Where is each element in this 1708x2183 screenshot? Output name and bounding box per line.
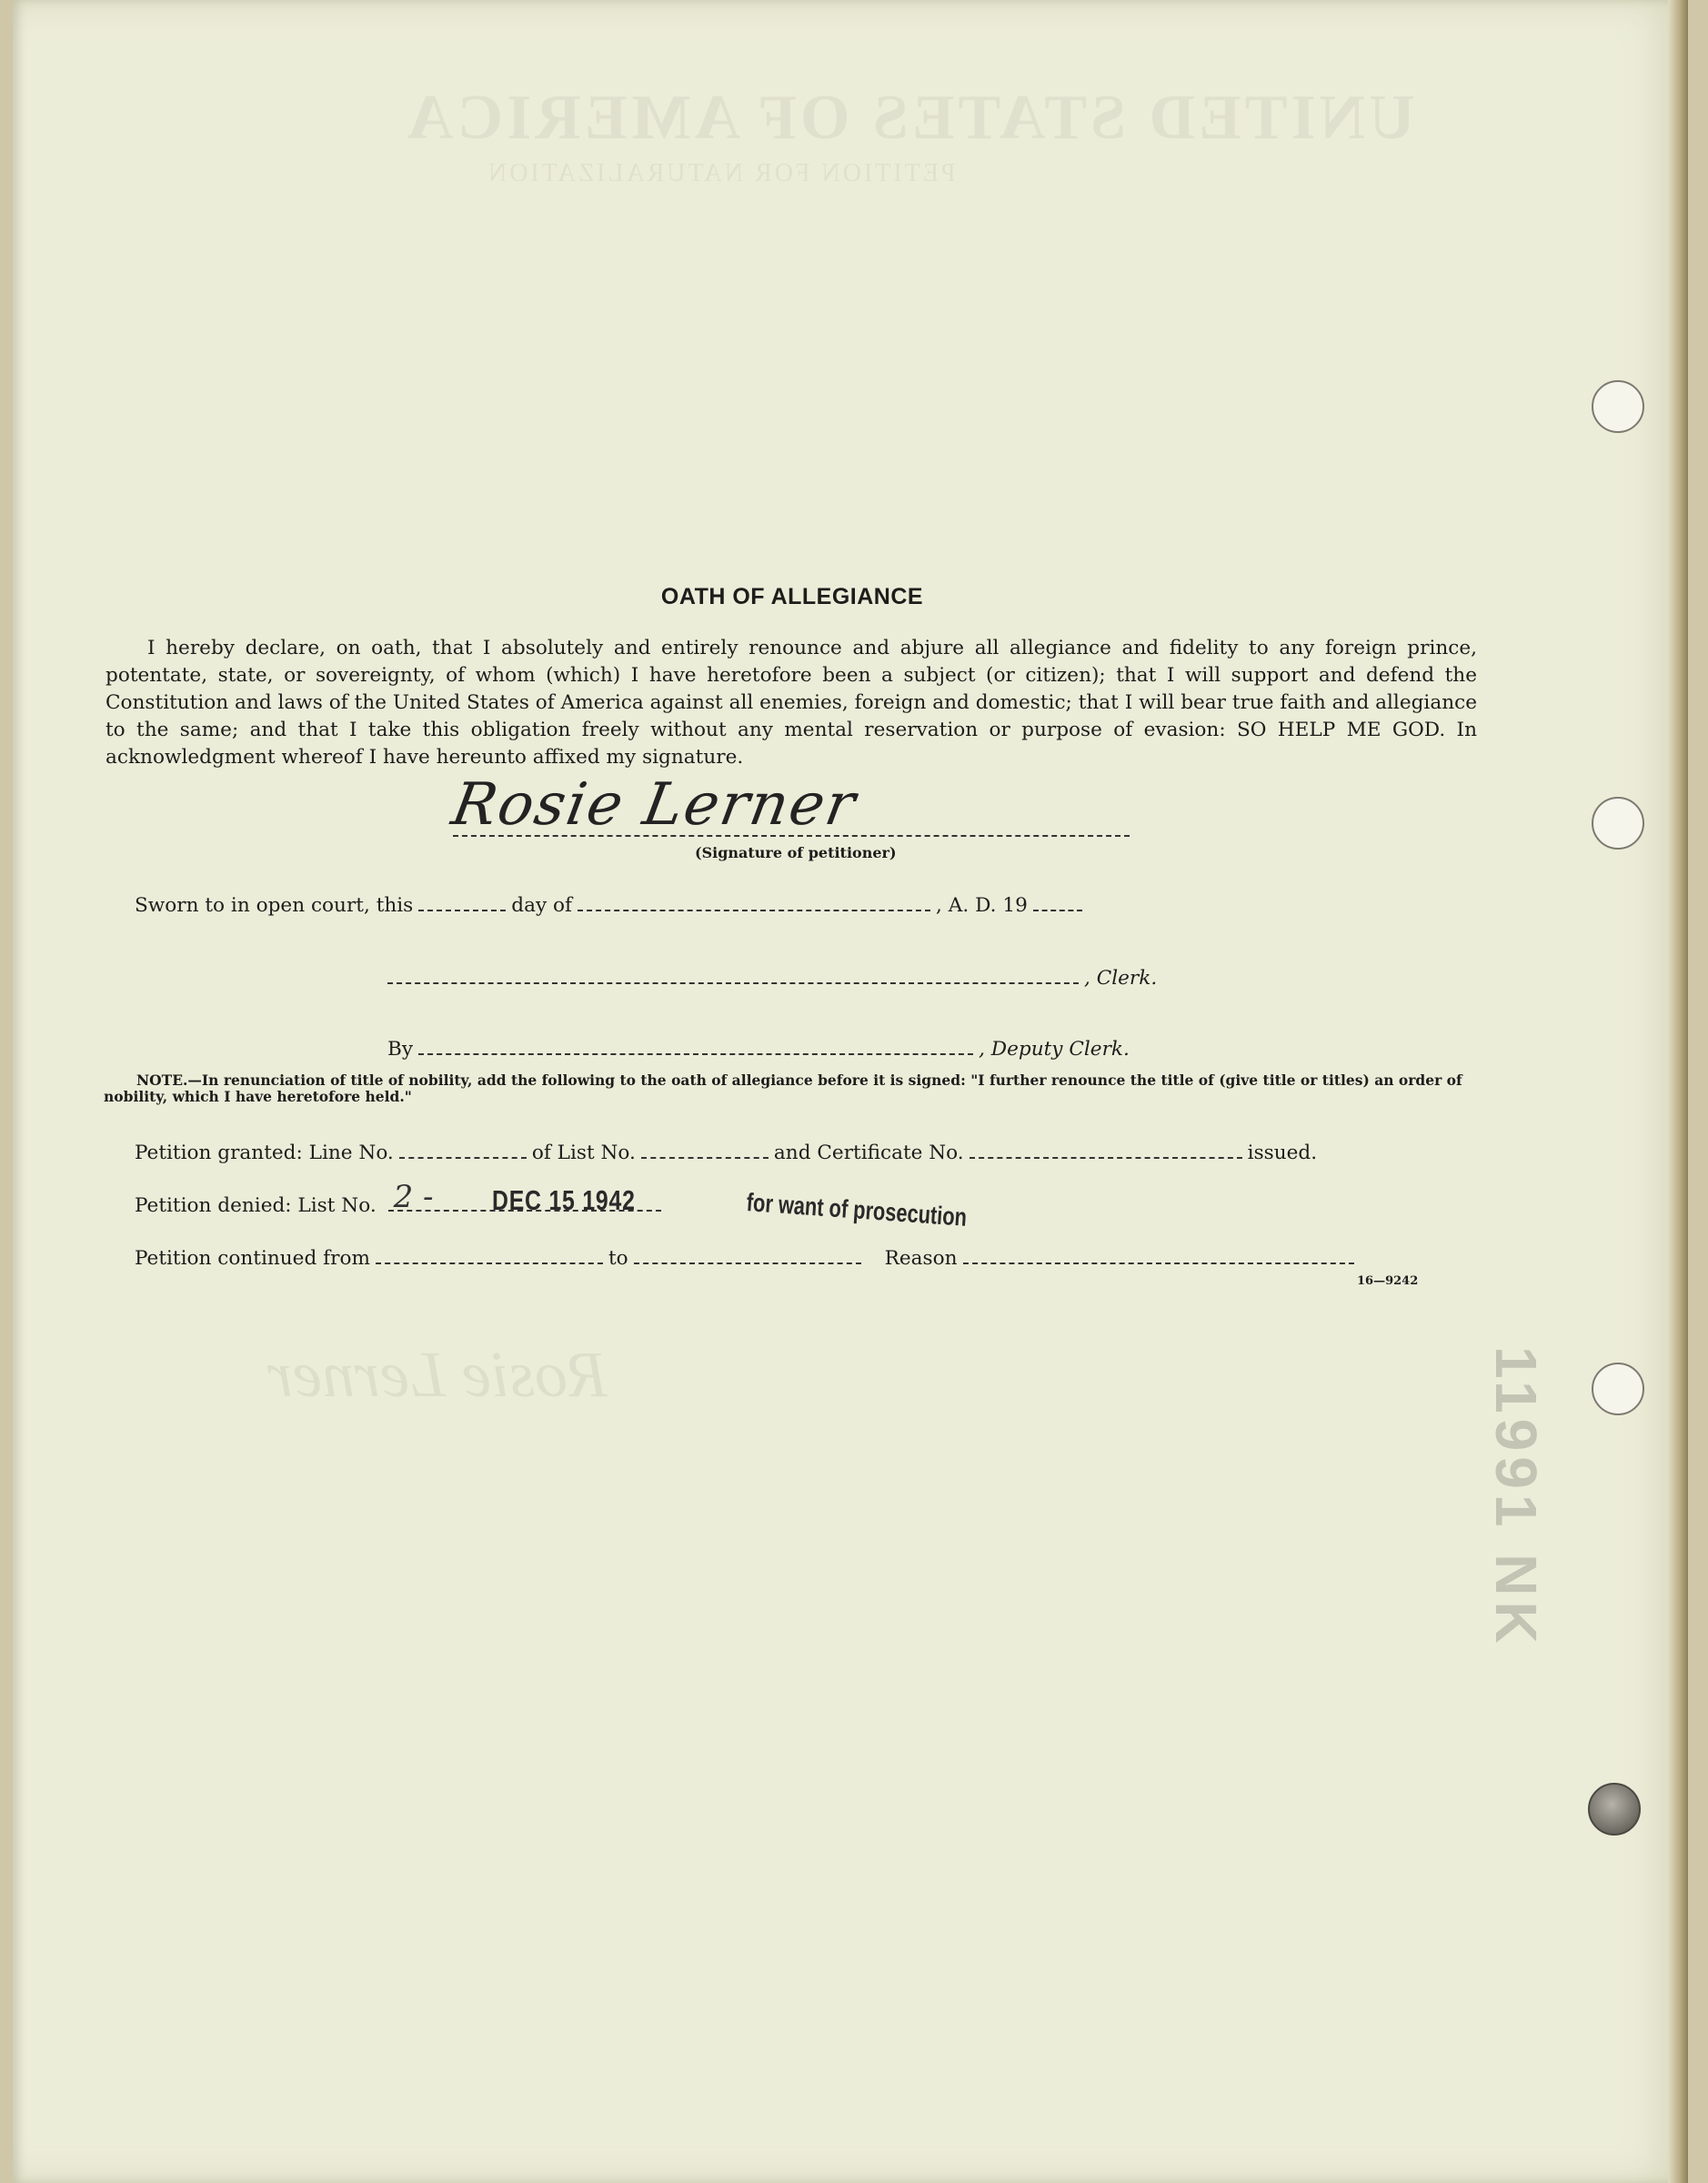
sworn-ad: , A. D. 19: [936, 894, 1028, 917]
deputy-clerk-line: [387, 1035, 1130, 1061]
handwritten-list-number: 2 -: [393, 1179, 434, 1215]
punch-hole: [1592, 797, 1644, 850]
bleed-through-heading: UNITED STATES OF AMERICA: [404, 83, 1415, 153]
bleed-through-subheading: PETITION FOR NATURALIZATION: [486, 159, 956, 187]
page-edge: [1668, 0, 1688, 2183]
continued-prefix: Petition continued from: [135, 1247, 370, 1270]
deputy-blank: [418, 1035, 973, 1055]
sworn-prefix: Sworn to in open court, this: [135, 894, 414, 917]
continued-reason: Reason: [884, 1247, 958, 1270]
month-blank: [578, 891, 930, 911]
by-label: By: [387, 1038, 414, 1061]
punch-hole: [1592, 380, 1644, 433]
certificate-no-blank: [970, 1139, 1242, 1159]
denied-list-blank: [388, 1179, 661, 1216]
granted-of-list: of List No.: [531, 1142, 636, 1164]
document-page: [13, 0, 1688, 2183]
signature-line: [453, 835, 1130, 837]
sworn-day-of: day of: [511, 894, 573, 917]
oath-paragraph: I hereby declare, on oath, that I absolutely and entirely renounce and abjure all allegiance and fidelity to any foreign prince, potentate, state, or sovereignty, of whom (which) I have heretofore been a subject (or citizen); that I will support and defend the Constitution and laws of the United States of America against all enemies, foreign and domestic; that I will bear true faith and allegiance to the same; and that I take this obligation freely without any mental reservation or purpose of evasion: SO HELP ME GOD. In acknowledgment whereof I have hereunto affixed my signature.: [105, 637, 1477, 769]
reason-stamp: for want of prosecution: [745, 1188, 969, 1232]
deputy-clerk-label: , Deputy Clerk.: [979, 1038, 1130, 1061]
granted-issued: issued.: [1247, 1142, 1318, 1164]
clerk-line: [387, 964, 1157, 990]
petition-granted-line: [135, 1139, 1317, 1164]
list-no-blank: [641, 1139, 769, 1159]
signature-caption: (Signature of petitioner): [695, 844, 897, 861]
day-blank: [418, 891, 506, 911]
clerk-blank: [387, 964, 1079, 984]
line-no-blank: [399, 1139, 527, 1159]
denied-prefix: Petition denied: List No.: [135, 1194, 377, 1217]
date-stamp: DEC 15 1942: [491, 1184, 636, 1216]
petition-denied-line: [135, 1179, 661, 1217]
clerk-label: , Clerk.: [1084, 967, 1158, 990]
year-blank: [1033, 891, 1082, 911]
sworn-line: [135, 891, 1088, 917]
punch-hole: [1588, 1783, 1641, 1836]
granted-prefix: Petition granted: Line No.: [135, 1142, 394, 1164]
continued-to: to: [608, 1247, 628, 1270]
oath-title: OATH OF ALLEGIANCE: [660, 584, 924, 609]
bleed-through-vertical-stamp: 11991 NK: [1483, 1346, 1549, 1649]
bleed-through-signature: Rosie Lerner: [267, 1338, 608, 1411]
granted-and-cert: and Certificate No.: [773, 1142, 964, 1164]
punch-hole: [1592, 1363, 1644, 1415]
petitioner-signature: Rosie Lerner: [447, 771, 862, 839]
continued-from-blank: [376, 1244, 603, 1264]
continued-to-blank: [634, 1244, 861, 1264]
petition-continued-line: [135, 1244, 1360, 1270]
form-number: 16—9242: [1357, 1274, 1419, 1288]
reason-blank: [963, 1244, 1354, 1264]
nobility-note: NOTE.—In renunciation of title of nobility, add the following to the oath of allegiance before it is signed: "I further renounce the title of (give title or titles) an order of nobility, which I have heretofore held.": [104, 1071, 1462, 1105]
